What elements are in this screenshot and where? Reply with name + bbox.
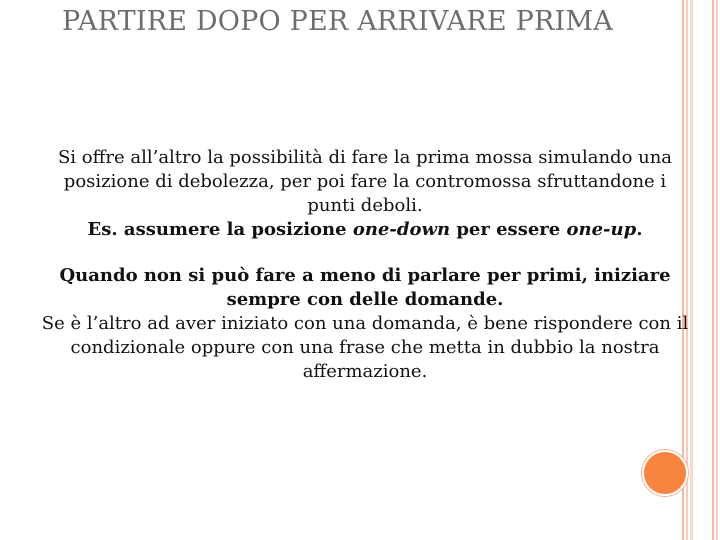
paragraph-conditional: Se è l’altro ad aver iniziato con una domanda, è bene rispondere con il condizionale oppure con una frase che metta in dubbio la nostra affermazione.	[41, 313, 689, 382]
example-suffix: .	[636, 219, 643, 240]
spacer	[40, 242, 690, 264]
example-middle: per essere	[450, 219, 567, 240]
example-term-one-down: one-down	[352, 219, 451, 240]
example-term-one-up: one-up	[566, 219, 637, 240]
decorative-line	[690, 0, 693, 540]
slide-title: PARTIRE DOPO PER ARRIVARE PRIMA	[62, 6, 613, 37]
paragraph-intro: Si offre all’altro la possibilità di fare la prima mossa simulando una posizione di debolezza, per poi fare la contromossa sfruttandone i punti deboli.	[57, 147, 673, 216]
example-prefix: Es. assumere la posizione	[87, 219, 353, 240]
decorative-line	[712, 0, 714, 540]
example-line	[40, 218, 690, 242]
decorative-line	[716, 0, 718, 540]
paragraph-questions: Quando non si può fare a meno di parlare per primi, iniziare sempre con delle domande.	[59, 265, 671, 310]
decorative-circle	[642, 450, 688, 496]
slide-body	[40, 146, 690, 384]
